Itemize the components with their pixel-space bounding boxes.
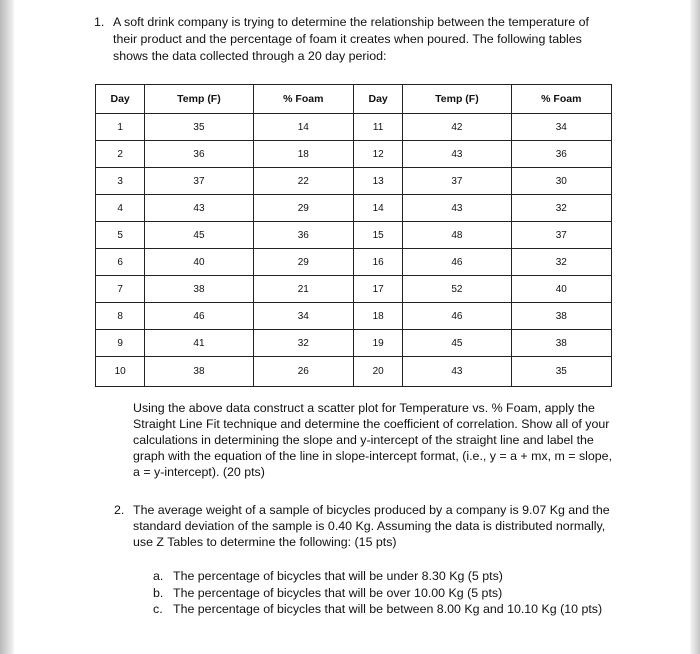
- table-row: [96, 357, 612, 387]
- table-cell: 18: [353, 303, 402, 330]
- table-cell: 52: [403, 276, 511, 303]
- table-cell: 32: [253, 330, 353, 357]
- table-cell: 32: [511, 195, 611, 222]
- list-item: [153, 601, 623, 618]
- table-cell: 46: [403, 249, 511, 276]
- question-2: [114, 502, 613, 550]
- subquestion-letter: a.: [153, 569, 164, 583]
- table-row: [96, 303, 612, 330]
- table-cell: 36: [511, 141, 611, 168]
- table-cell: 16: [353, 249, 402, 276]
- table-cell: 32: [511, 249, 611, 276]
- table-cell: 38: [145, 276, 253, 303]
- subquestion-text: The percentage of bicycles that will be over 10.00 Kg (5 pts): [173, 585, 503, 600]
- subquestion-letter: b.: [153, 585, 164, 600]
- table-cell: 34: [511, 114, 611, 141]
- table-cell: 43: [403, 357, 511, 387]
- header-foam-1: % Foam: [253, 85, 353, 114]
- table-cell: 46: [403, 303, 511, 330]
- table-cell: 35: [145, 114, 253, 141]
- table-cell: 14: [253, 114, 353, 141]
- table-row: [96, 168, 612, 195]
- table-cell: 38: [511, 303, 611, 330]
- table-cell: 40: [145, 249, 253, 276]
- subquestion-text: The percentage of bicycles that will be between 8.00 Kg and 10.10 Kg (10 pts): [173, 602, 603, 616]
- table-row: [96, 222, 612, 249]
- table-cell: 35: [511, 357, 611, 387]
- question-1-number: 1.: [94, 15, 105, 29]
- scatter-plot-instructions: Using the above data construct a scatter plot for Temperature vs. % Foam, apply the Straight Line Fit technique and determine the coefficient of correlation. Show all of your calculations in determining the slope and y-intercept of the straight line and label the graph with the equation of the line in slope-intercept format, (i.e., y = a + mx, m = slope, a = y-intercept). (20 pts): [133, 401, 613, 479]
- table-cell: 2: [96, 141, 145, 168]
- table-cell: 6: [96, 249, 145, 276]
- table-cell: 9: [96, 330, 145, 357]
- table-row: [96, 249, 612, 276]
- table-cell: 36: [145, 141, 253, 168]
- header-day-1: Day: [96, 85, 145, 114]
- table-cell: 46: [145, 303, 253, 330]
- header-temp-2: Temp (F): [403, 85, 511, 114]
- table-cell: 10: [96, 357, 145, 387]
- table-cell: 7: [96, 276, 145, 303]
- table-cell: 26: [253, 357, 353, 387]
- table-cell: 3: [96, 168, 145, 195]
- table-cell: 5: [96, 222, 145, 249]
- table-cell: 48: [403, 222, 511, 249]
- temperature-foam-table: [95, 84, 612, 387]
- table-cell: 17: [353, 276, 402, 303]
- table-cell: 43: [145, 195, 253, 222]
- table-cell: 45: [403, 330, 511, 357]
- question-1: [94, 14, 613, 65]
- table-cell: 12: [353, 141, 402, 168]
- table-cell: 37: [511, 222, 611, 249]
- table-cell: 29: [253, 195, 353, 222]
- subquestion-letter: c.: [153, 602, 163, 616]
- table-cell: 45: [145, 222, 253, 249]
- table-cell: 8: [96, 303, 145, 330]
- header-day-2: Day: [353, 85, 402, 114]
- table-cell: 43: [403, 141, 511, 168]
- table-cell: 43: [403, 195, 511, 222]
- list-item: [153, 585, 623, 602]
- subquestion-list: [153, 568, 623, 618]
- table-cell: 21: [253, 276, 353, 303]
- page-edge-shadow-right: [690, 0, 700, 654]
- table-cell: 30: [511, 168, 611, 195]
- table-cell: 1: [96, 114, 145, 141]
- list-item: [153, 568, 623, 585]
- table-cell: 11: [353, 114, 402, 141]
- table-cell: 36: [253, 222, 353, 249]
- table-cell: 4: [96, 195, 145, 222]
- table-cell: 34: [253, 303, 353, 330]
- table-cell: 18: [253, 141, 353, 168]
- table-cell: 15: [353, 222, 402, 249]
- table-cell: 37: [403, 168, 511, 195]
- table-cell: 13: [353, 168, 402, 195]
- table-cell: 38: [145, 357, 253, 387]
- table-cell: 40: [511, 276, 611, 303]
- table-row: [96, 195, 612, 222]
- table-cell: 22: [253, 168, 353, 195]
- table-cell: 37: [145, 168, 253, 195]
- table-row: [96, 330, 612, 357]
- table-header-row: [96, 85, 612, 114]
- table-row: [96, 276, 612, 303]
- table-cell: 38: [511, 330, 611, 357]
- table-cell: 19: [353, 330, 402, 357]
- table-cell: 14: [353, 195, 402, 222]
- table-cell: 41: [145, 330, 253, 357]
- question-1-text: A soft drink company is trying to determine the relationship between the temperature of their product and the percentage of foam it creates when poured. The following tables shows the data collected through a 20 day period:: [113, 15, 589, 63]
- table-cell: 29: [253, 249, 353, 276]
- table-cell: 20: [353, 357, 402, 387]
- question-2-text: The average weight of a sample of bicycles produced by a company is 9.07 Kg and the standard deviation of the sample is 0.40 Kg. Assuming the data is distributed normally, use Z Tables to determine the following: (15 pts): [133, 503, 610, 549]
- question-2-number: 2.: [114, 503, 125, 517]
- subquestion-text: The percentage of bicycles that will be under 8.30 Kg (5 pts): [173, 569, 503, 583]
- header-temp-1: Temp (F): [145, 85, 253, 114]
- table-row: [96, 141, 612, 168]
- table-row: [96, 114, 612, 141]
- header-foam-2: % Foam: [511, 85, 611, 114]
- page-edge-shadow-left: [0, 0, 14, 654]
- table-cell: 42: [403, 114, 511, 141]
